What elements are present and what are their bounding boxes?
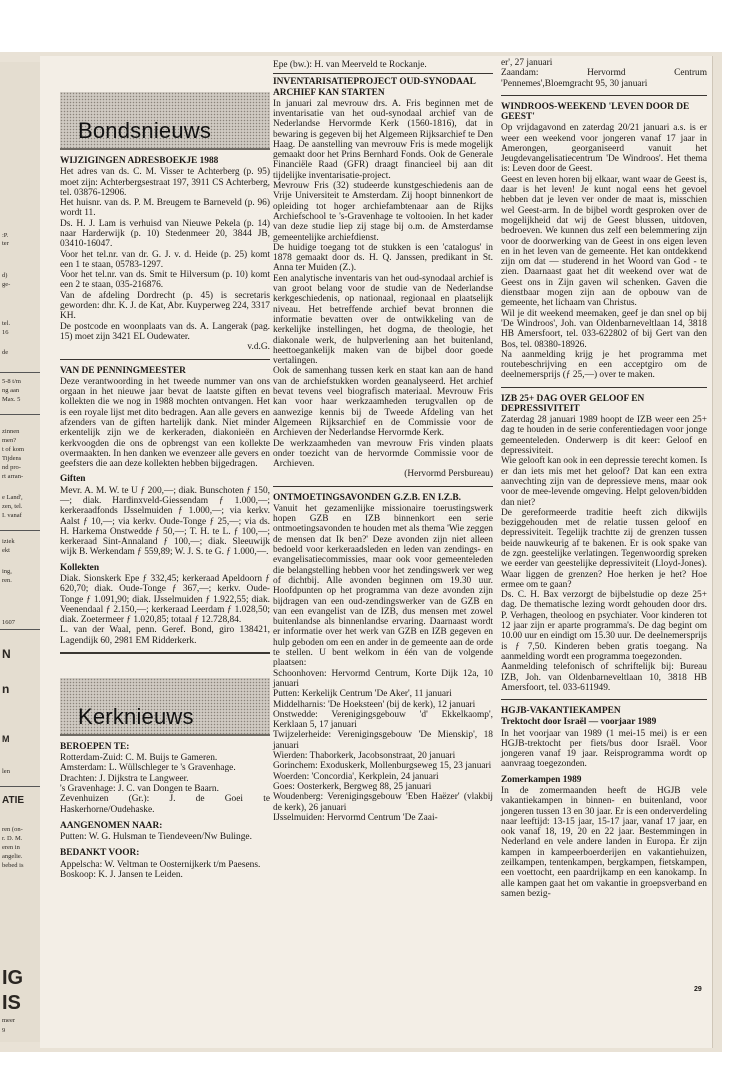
previous-page-edge	[0, 62, 41, 1042]
prev-fragment: bebed is	[2, 862, 24, 869]
text-ontmoetingsavonden: Vanuit het gezamenlijke missionaire toerustingswerk hopen GZB en IZB binnenkort een serie ontmoetingsavonden te houden met als thema 'Wie zeggen de mensen dat Ik ben?' Deze avonden zijn niet alleen bedoeld voor kerkeraadsleden en leden van zendings- en evangelisatiecommissies, maar ook voor gemeenteleden die belangstelling hebben voor het zendingswerk ver weg of dichtbij. Alle avonden beginnen om 19.30 uur. Hoofdpunten op het programma van deze avonden zijn bijdragen van een oud-zendingswerker van de GZB en van een evangelist van de IZB, dus mensen met zowel buitenlandse als binnenlandse ervaring. Daarnaast wordt er informatie over het werk van GZB en IZB gegeven en hulp geboden om een en ander in de gemeente aan de orde te stellen. U bent welkom in één van de volgende plaatsen: Schoonhoven: Hervormd Centrum, Korte Dijk 12a, 10 januari Putten: Kerkelijk Centrum 'De Aker', 11 januari Middelharnis: 'De Hoeksteen' (bij de kerk), 12 januari Onstwedde: Verenigingsgebouw 'd' Ekkelkaomp', Kerklaan 5, 17 januari Twijzelerheide: Verenigingsgebouw 'De Mienskip', 18 januari Wierden: Thaborkerk, Jacobsonstraat, 20 januari Gorinchem: Exoduskerk, Mollenburgseweg 15, 23 januari Woerden: 'Concordia', Kerkplein, 24 januari Goes: Oosterkerk, Bergweg 88, 25 januari Woudenberg: Verenigingsgebouw 'Eben Haëzer' (vlakbij de kerk), 26 januari IJsselmuiden: Hervormd Centrum 'De Zaai-	[273, 503, 493, 823]
prev-rule	[0, 530, 40, 531]
prev-fragment: ren.	[2, 577, 12, 584]
prev-fragment: ng aan	[2, 387, 20, 394]
prev-fragment: :P.	[2, 232, 9, 239]
top-spacer	[60, 56, 270, 92]
prev-fragment: 16	[2, 329, 9, 336]
signature: (Hervormd Persbureau)	[404, 469, 493, 480]
heading-windroos: WINDROOS-WEEKEND 'LEVEN DOOR DE GEEST'	[501, 101, 690, 123]
heading-beroepen: BEROEPEN TE:	[60, 741, 130, 752]
prev-fragment: men?	[2, 437, 17, 444]
prev-fragment: ekt	[2, 547, 10, 554]
column-1	[60, 56, 270, 880]
prev-fragment: ge-	[2, 281, 11, 288]
prev-fragment: ter	[2, 240, 9, 247]
text-archief: In januari zal mevrouw drs. A. Fris beginnen met de inventarisatie van het oud-synodaal archief van de Nederlandse Hervormde Kerk (1560-1816), dat in bewaring is gegeven bij het Algemeen Rijksarchief te Den Haag. De aanstelling van mevrouw Fris is mede mogelijk gemaakt door het Prins Bernhard Fonds. Ook de Generale Financiële Raad (GFR) draagt financieel bij aan dit tijdelijke inventarisatie-project. Mevrouw Fris (32) studeerde kunstgeschiedenis aan de Vrije Universiteit te Amsterdam. Zij hoopt binnenkort de opleiding tot hoger archiefambtenaar aan de Rijks Archiefschool te 's-Gravenhage te voltooien. In het kader van deze studie liep zij stage bij o.m. de Amsterdamse gemeentelijke archiefdienst. De huidige toegang tot de stukken is een 'catalogus' in 1878 gemaakt door ds. H. Q. Janssen, predikant in St. Anna ter Muiden (Z.). Een analytische inventaris van het oud-synodaal archief is van groot belang voor de studie van de Nederlandse kerkgeschiedenis, op nationaal, regionaal en plaatselijk niveau. Het betreffende archief bevat bronnen die informatie bevatten over de ontwikkeling van de kerkelijke instellingen, het dogma, de theologie, het diakonale werk, de hulpverlening aan het buitenland, heettoegankelijk maken van de bijbel door goede vertalingen. Ook de samenhang tussen kerk en staat kan aan de hand van de archiefstukken worden geanalyseerd. Het archief bevat tevens veel biografisch materiaal. Mevrouw Fris kan voor haar werkzaamheden terugvallen op de aanwezige kennis bij de Tweede Afdeling van het Algemeen Rijksarchief en de Commissie voor de Archieven der Nederlandse Hervormde Kerk. De werkzaamheden van mevrouw Fris vinden plaats onder toezicht van de hervormde Commissie voor de Archieven.	[273, 98, 493, 470]
prev-fragment: 1607	[2, 619, 15, 626]
text-zomerkampen: In de zomermaanden heeft de HGJB vele vakantiekampen in binnen- en buitenland, voor jongeren tussen 13 en 30 jaar. Er is een onderverdeling naar leeftijd: 13-15 jaar, 15-17 jaar, vanaf 17 jaar, en ook vanaf 18, 19, 20 en 22 jaar. Bestemmingen in Nederland en vele andere landen in Europa. Er zijn kampen in kampeerboerderijen en vakantiehuizen, zeilkampen, tentenkampen, bergkampen, fietskampen, een voettocht, een paardrijkamp en een kanokamp. In alle kampen gaat het om vakantie in groepsverband en samen bezig-	[501, 785, 707, 899]
magazine-page	[40, 56, 712, 1048]
text-beroepen: Rotterdam-Zuid: C. M. Buijs te Gameren. Amsterdam: L. Wüllschleger te 's Gravenhage. Drachten: J. Dijkstra te Langweer. 's Gravenhage: J. C. van Dongen te Baarn. Zevenhuizen (Gr.): J. de Goei te Haskerhorne/Oudehaske.	[60, 753, 270, 815]
prev-fragment: e Land',	[2, 494, 23, 501]
divider	[273, 73, 493, 74]
heading-penningmeester: VAN DE PENNINGMEESTER	[60, 365, 186, 376]
subheading-trektocht: Trektocht door Israël — voorjaar 1989	[501, 717, 657, 728]
prev-fragment: nd pro-	[2, 464, 21, 471]
heading-izb: IZB 25+ DAG OVER GELOOF EN DEPRESSIVITEIT	[501, 393, 645, 414]
prev-fragment: ATIE	[2, 795, 25, 806]
section-title: Bondsnieuws	[78, 118, 212, 143]
kerknieuws-banner	[60, 678, 270, 736]
prev-fragment: N	[2, 647, 11, 661]
prev-fragment: len	[2, 768, 10, 775]
text-adresboekje: Het adres van ds. C. M. Visser te Achterberg (p. 95) moet zijn: Achterbergsestraat 197, 3911 CS Achterberg, tel. 03876-12906. Het huisnr. van ds. P. M. Breugem te Barneveld (p. 96) wordt 11. Ds. H. J. Lam is verhuisd van Nieuwe Pekela (p. 14) naar Harderwijk (p. 10) Stedenmeer 20, 3844 JB, 03410-16047. Voor het tel.nr. van dr. G. J. v. d. Heide (p. 25) komt een 1 te staan, 05783-1297. Voor het tel.nr. van ds. Smit te Hilversum (p. 10) komt een 2 te staan, 035-216876. Van de afdeling Dordrecht (p. 45) is secretaris geworden: dhr. K. J. de Kat, Abr. Kuyperweg 224, 3317 KH. De postcode en woonplaats van ds. A. Langerak (pag. 15) moet zijn 3421 EL Oudewater.	[60, 167, 270, 342]
section-title: Kerknieuws	[78, 703, 194, 729]
prev-fragment: Max. 5	[2, 396, 21, 403]
prev-fragment: IG	[2, 967, 24, 989]
text-giften: Mevr. A. M. W. te U ƒ 200,—; diak. Bunschoten ƒ 150,—; diak. Hardinxveld-Giessendam ƒ 1.000,—; kerkeraadfonds IJsselmuiden ƒ 1.000,—; via kerkv. Aalst ƒ 10,—; via kerkv. Oude-Tonge ƒ 25,—; via ds. H. Harkema Onstwedde ƒ 50,—; T. H. te L. ƒ 100,—; kerkeraad Sint-Annaland ƒ 100,—; diak. Sleeuwijk wijk B. Werkendam ƒ 559,89; W. J. S. te G. ƒ 1.000,—.	[60, 485, 270, 558]
divider	[60, 652, 270, 654]
prev-fragment: meer	[2, 1017, 15, 1024]
prev-fragment: IS	[2, 992, 21, 1014]
prev-fragment: zinnen	[2, 428, 20, 435]
prev-fragment: angelie.	[2, 853, 23, 860]
prev-fragment: I. vanaf	[2, 512, 22, 519]
heading-adresboekje: WIJZIGINGEN ADRESBOEKJE 1988	[60, 156, 219, 166]
prev-fragment: 9	[2, 1027, 6, 1034]
prev-fragment: M	[2, 734, 10, 744]
subheading-kollekten: Kollekten	[60, 562, 100, 573]
prev-fragment: de	[2, 349, 9, 356]
text-penningmeester: Deze verantwoording in het tweede nummer van ons orgaan in het nieuwe jaar bevat de laatste giften en kollekten die we nog in 1988 mochten ontvangen. Het is een royale lijst met dito bedragen. Aan alle gevers en afzenders van de giften hartelijk dank. Niet minder erkentelijk zijn we de kerkeraden, diakonieën en kerkvoogden die ons de opbrengst van een kollekte overmaakten. In hen danken we evenzeer alle gevers en geefsters die aan deze kollekten hebben bijgedragen.	[60, 376, 270, 470]
prev-fragment: ren (on-	[2, 826, 23, 833]
prev-rule	[0, 786, 40, 787]
prev-fragment: zen, tel.	[2, 503, 23, 510]
divider	[501, 387, 707, 388]
subheading-zomerkampen: Zomerkampen 1989	[501, 774, 582, 785]
divider	[501, 699, 707, 700]
prev-fragment: iziek	[2, 538, 15, 545]
heading-aangenomen: AANGENOMEN NAAR:	[60, 820, 163, 831]
text-windroos: Op vrijdagavond en zaterdag 20/21 januari a.s. is er weer een weekend voor jongeren vanaf 17 jaar in Amerongen, georganiseerd vanuit het Jeugdevangelisatiecentrum 'De Windroos'. Het thema is: Leven door de Geest. Geest en leven horen bij elkaar, want waar de Geest is, daar is het leven! Je kunt nogal eens het gevoel hebben dat je leven ver onder de maat is, misschien wel Geest-arm. In de bijbel wordt gesproken over de mogelijkheid dat wij de Geest blussen, uitdoven, bedroeven. We kunnen dus zelf een belemmering zijn voor de doorwerking van de Geest in ons eigen leven en in het leven van de gemeente. Het kan ontdekkend zijn om dat — studerend in het Woord van God - te zien. Daarnaast gaat het dit weekend over wat de Geest ons in Zijn gaven wil schenken. Gaven die dienstbaar mogen zijn aan de opbouw van de gemeente, het lichaam van Christus. Wil je dit weekend meemaken, geef je dan snel op bij 'De Windroos', Joh. van Oldenbarneveltlaan 14, 3818 HB Amersfoort, tel. 033-622802 of bij Gert van den Bos, tel. 08380-18926. Na aanmelding krijg je het programma met routebeschrijving en een acceptgiro om de deelnemersprijs (ƒ 25,—) over te maken.	[501, 123, 707, 381]
text-trektocht: In het voorjaar van 1989 (1 mei-15 mei) is er een HGJB-trektocht per fiets/bus door Israël. Voor jongeren vanaf 19 jaar. Reisprogramma wordt op aanvraag toegezonden.	[501, 728, 707, 770]
prev-fragment: r. D. M.	[2, 835, 23, 842]
heading-ontmoetingsavonden: ONTMOETINGSAVONDEN G.Z.B. EN I.Z.B.	[273, 492, 461, 503]
prev-fragment: t of kom	[2, 446, 25, 453]
prev-fragment: tel.	[2, 320, 11, 327]
divider	[273, 486, 493, 487]
text-plaatsen-vervolg: er', 27 januari Zaandam: Hervormd Centrum 'Pennemes',Bloemgracht 95, 30 januari	[501, 58, 707, 89]
heading-hgjb: HGJB-VAKANTIEKAMPEN	[501, 706, 621, 717]
prev-rule	[0, 372, 40, 373]
divider	[60, 359, 270, 360]
prev-fragment: rt arran-	[2, 473, 24, 480]
column-3	[501, 56, 707, 899]
text-izb: Zaterdag 28 januari 1989 hoopt de IZB weer een 25+ dag te houden in de serie conferentiedagen voor jonge gemeenteleden. Onderwerp is dit keer: Geloof en depressiviteit. Wie gelooft kan ook in een depressie terecht komen. Is er dan iets mis met het geloof? Dat kan een extra aanvechting zijn van de depressieve mens, maar ook voor de mee-levende omgeving. Helpt geloven/bidden dan niet? De gereformeerde traditie heeft zich dikwijls beziggehouden met de relatie tussen geloof en depressiviteit. Tegelijk trachtte zij de grenzen tussen beide nauwkeurig af te bakenen. Er is ook spake van de zgn. geestelijke verlatingen. Tegenwoordig spreken we eerder van geestelijke depressiviteit (Lloyd-Jones). Waar liggen de grenzen? Hoe herken je het? Hoe ermee om te gaan? Ds. C. H. Bax verzorgt de bijbelstudie op deze 25+ dag. De thematische lezing wordt gehouden door drs. P. Verhagen, theoloog en psychiater. Voor kinderen tot 12 jaar zijn er aparte programma's. De dag begint om 10.00 uur en eindigt om 15.30 uur. De deelnemersprijs is ƒ 7,50. Kinderen beben gratis toegang. Na aanmelding wordt een programma toegezonden. Aanmelding telefonisch of schriftelijk bij: Bureau IZB, Joh. van Oldenbarneveltlaan 10, 3818 HB Amersfoort, tel. 033-611949.	[501, 415, 707, 693]
text-bedankt: Appelscha: W. Veltman te Oosternijkerk t/m Paesens. Boskoop: K. J. Jansen te Leiden.	[60, 859, 261, 880]
subheading-giften: Giften	[60, 474, 86, 485]
text-aangenomen: Putten: W. G. Hulsman te Tiendeveen/Nw Bulinge.	[60, 832, 252, 843]
heading-archief: INVENTARISATIEPROJECT OUD-SYNODAAL ARCHIEF KAN STARTEN	[273, 77, 476, 98]
prev-fragment: Tijdens	[2, 455, 22, 462]
bondsnieuws-banner	[60, 92, 270, 150]
spacer	[60, 658, 270, 678]
prev-fragment: d)	[2, 272, 8, 279]
page-number: 29	[694, 986, 702, 993]
heading-bedankt: BEDANKT VOOR:	[60, 848, 140, 859]
text-epe: Epe (bw.): H. van Meerveld te Rockanje.	[273, 60, 427, 70]
prev-fragment: n	[2, 682, 10, 696]
prev-fragment: 5-8 t/m	[2, 378, 21, 385]
column-2	[273, 56, 493, 823]
prev-fragment: ing,	[2, 568, 12, 575]
prev-rule	[0, 414, 40, 415]
prev-fragment: eren in	[2, 844, 20, 851]
signature: v.d.G.	[247, 342, 270, 353]
divider	[501, 95, 707, 96]
text-kollekten: Diak. Sionskerk Epe ƒ 332,45; kerkeraad Apeldoorn ƒ 620,70; diak. Oude-Tonge ƒ 367,—; kerkv. Oude-Tonge ƒ 1.091,90; diak. IJsselmuiden ƒ 1.922,55; diak. Veenendaal ƒ 2.150,—; kerkeraad Leerdam ƒ 1.028,50; diak. Zoetermeer ƒ 1.020,85; totaal ƒ 12.728,84. L. van der Waal, penn. Geref. Bond, giro 138421, Lagendijk 60, 2981 EM Ridderkerk.	[60, 573, 270, 646]
prev-rule	[0, 629, 40, 630]
